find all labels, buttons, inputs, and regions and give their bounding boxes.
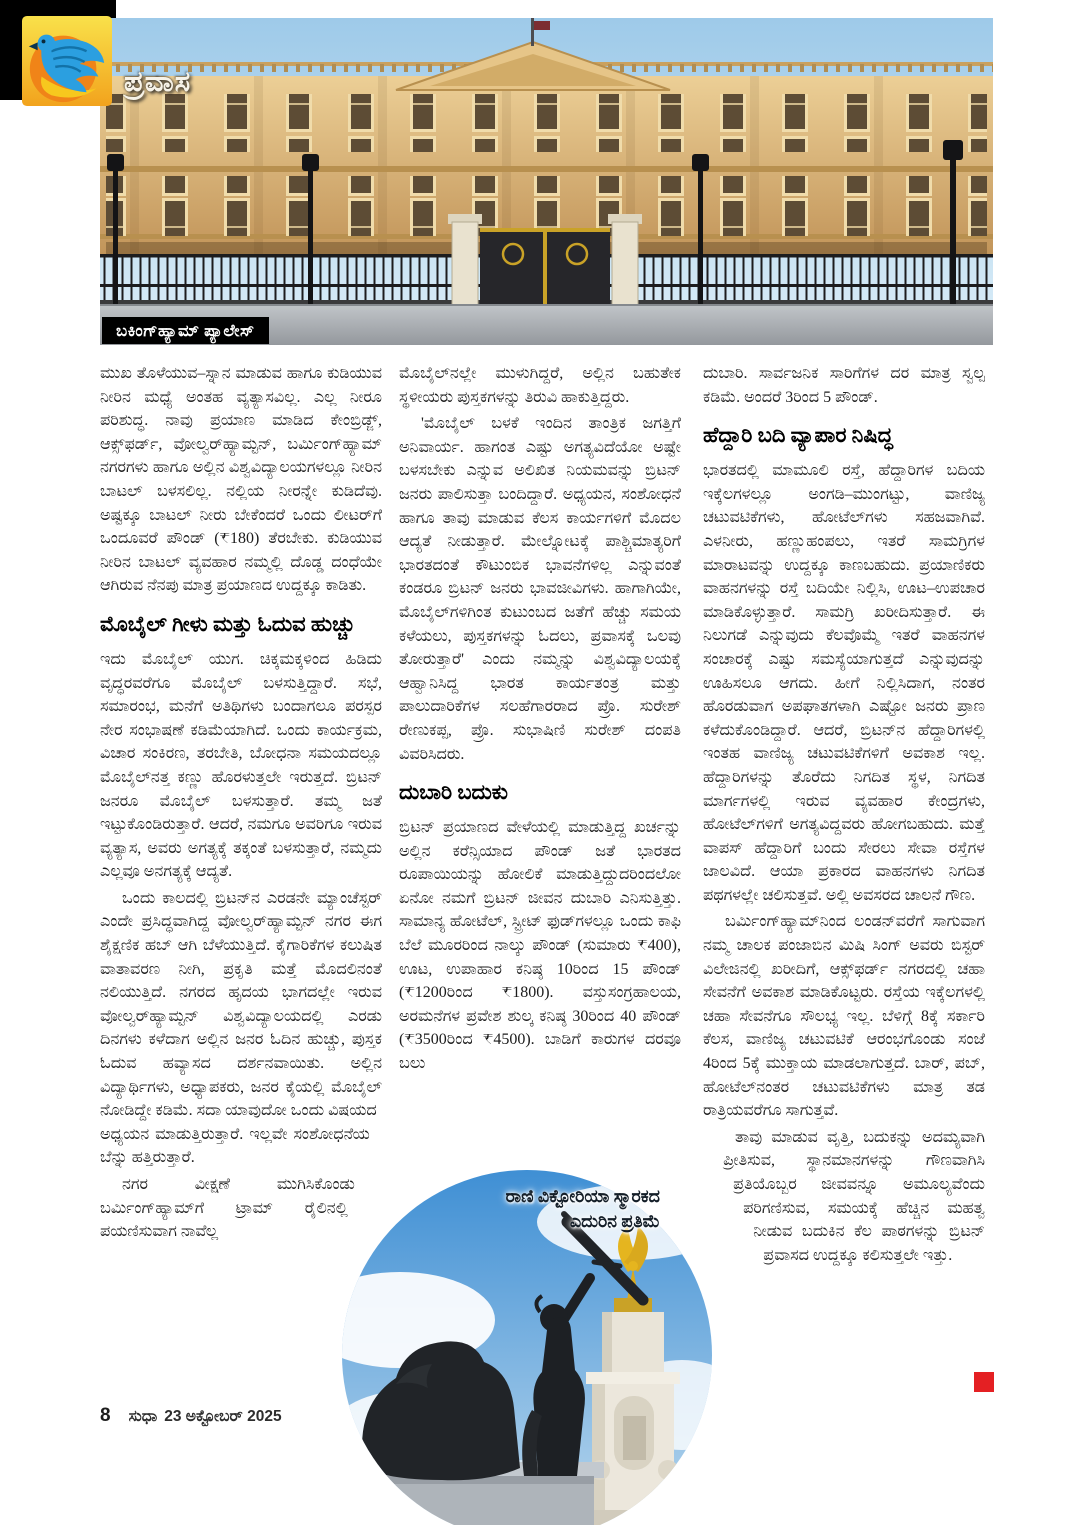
paragraph: ಬರ್ಮಿಂಗ್‌ಹ್ಯಾಮ್‌ನಿಂದ ಲಂಡನ್‌ವರೆಗೆ ಸಾಗುವಾಗ ನಮ್ಮ ಚಾಲಕ ಪಂಜಾಬಿನ ಮಿಷಿ ಸಿಂಗ್ ಅವರು ಬಿಸ್ಟರ್ ವಿಲೇಜಿನಲ್ಲಿ ಖರೀದಿಗೆ, ಆಕ್ಸ್‌ಫರ್ಡ್ ನಗರದಲ್ಲಿ ಚಹಾ ಸೇವನೆಗೆ ಅವಕಾಶ ಮಾಡಿಕೊಟ್ಟರು. ರಸ್ತೆಯ ಇಕ್ಕೆಲಗಳಲ್ಲಿ ಚಹಾ ಸೇವನೆಗೂ ಸೌಲಭ್ಯ ಇಲ್ಲ. ಬೆಳಿಗ್ಗೆ 8ಕ್ಕೆ ಸರ್ಕಾರಿ ಕೆಲಸ, ವಾಣಿಜ್ಯ ಚಟುವಟಿಕೆ ಆರಂಭಗೊಂಡು ಸಂಜೆ 4ರಿಂದ 5ಕ್ಕೆ ಮುಕ್ತಾಯ ಮಾಡಲಾಗುತ್ತದೆ. ಬಾರ್, ಪಬ್, ಹೋಟೆಲ್‌ನಂತರ ಚಟುವಟಿಕೆಗಳು ಮಾತ್ರ ತಡ ರಾತ್ರಿಯವರೆಗೂ ಸಾಗುತ್ತವೆ. (703, 913, 985, 1120)
page-number: 8 (100, 1405, 111, 1426)
sudha-bird-logo-icon (22, 16, 112, 106)
buckingham-palace-photo (100, 18, 993, 345)
page-footer (100, 1405, 282, 1427)
paragraph: ಮುಖ ತೊಳೆಯುವ–ಸ್ನಾನ ಮಾಡುವ ಹಾಗೂ ಕುಡಿಯುವ ನೀರಿನ ಮಧ್ಯೆ ಅಂತಹ ವ್ಯತ್ಯಾಸವಿಲ್ಲ. ಎಲ್ಲ ನೀರೂ ಪರಿಶುದ್ಧ. ನಾವು ಪ್ರಯಾಣ ಮಾಡಿದ ಕೇಂಬ್ರಿಡ್ಜ್, ಆಕ್ಸ್‌ಫರ್ಡ್, ವೋಲ್ವರ್‌ಹ್ಯಾಮ್ಟನ್, ಬರ್ಮಿಂಗ್‌ಹ್ಯಾಮ್ ನಗರಗಳು ಹಾಗೂ ಅಲ್ಲಿನ ವಿಶ್ವವಿದ್ಯಾಲಯಗಳಲ್ಲೂ ನೀರಿನ ಬಾಟಲ್ ಬಳಸಲಿಲ್ಲ. ನಲ್ಲಿಯ ನೀರನ್ನೇ ಕುಡಿದೆವು. ಅಷ್ಟಕ್ಕೂ ಬಾಟಲ್ ನೀರು ಬೇಕೆಂದರೆ ಒಂದು ಲೀಟರ್‌ಗೆ ಒಂದೂವರೆ ಪೌಂಡ್ (₹180) ತೆರಬೇಕು. ಕುಡಿಯುವ ನೀರಿನ ಬಾಟಲ್ ವ್ಯವಹಾರ ನಮ್ಮಲ್ಲಿ ದೊಡ್ಡ ದಂಧೆಯೇ ಆಗಿರುವ ನೆನಪು ಮಾತ್ರ ಪ್ರಯಾಣದ ಉದ್ದಕ್ಕೂ ಕಾಡಿತು. (100, 365, 382, 595)
paragraph: ನಗರ ವೀಕ್ಷಣೆ ಮುಗಿಸಿಕೊಂಡು ಬರ್ಮಿಂಗ್‌ಹ್ಯಾಮ್‌ಗೆ ಟ್ರಾಮ್ ರೈಲಿನಲ್ಲಿ ಪಯಣಿಸುವಾಗ ನಾವೆಲ್ಲ (100, 1176, 355, 1241)
paragraph: ಭಾರತದಲ್ಲಿ ಮಾಮೂಲಿ ರಸ್ತೆ, ಹೆದ್ದಾರಿಗಳ ಬದಿಯ ಇಕ್ಕೆಲಗಳಲ್ಲೂ ಅಂಗಡಿ–ಮುಂಗಟ್ಟು, ವಾಣಿಜ್ಯ ಚಟುವಟಿಕೆಗಳು, ಹೋಟೆಲ್‌ಗಳು ಸಹಜವಾಗಿವೆ. ಎಳನೀರು, ಹಣ್ಣುಹಂಪಲು, ಇತರೆ ಸಾಮಗ್ರಿಗಳ ಮಾರಾಟವನ್ನು ಉದ್ದಕ್ಕೂ ಕಾಣಬಹುದು. ಪ್ರಯಾಣಿಕರು ವಾಹನಗಳನ್ನು ರಸ್ತೆ ಬದಿಯೇ ನಿಲ್ಲಿಸಿ, ಊಟ–ಉಪಚಾರ ಮಾಡಿಕೊಳ್ಳುತ್ತಾರೆ. ಸಾಮಗ್ರಿ ಖರೀದಿಸುತ್ತಾರೆ. ಈ ನಿಲುಗಡೆ ಎನ್ನುವುದು ಕೆಲವೊಮ್ಮೆ ಇತರೆ ವಾಹನಗಳ ಸಂಚಾರಕ್ಕೆ ಎಷ್ಟು ಸಮಸ್ಯೆಯಾಗುತ್ತದೆ ಎನ್ನುವುದನ್ನು ಊಹಿಸಲೂ ಆಗದು. ಹೀಗೆ ನಿಲ್ಲಿಸಿದಾಗ, ನಂತರ ಹೊರಡುವಾಗ ಅಪಘಾತಗಳಾಗಿ ಎಷ್ಟೋ ಜನರು ಪ್ರಾಣ ಕಳೆದುಕೊಂಡಿದ್ದಾರೆ. ಆದರೆ, ಬ್ರಿಟನ್‌ನ ಹೆದ್ದಾರಿಗಳಲ್ಲಿ ಇಂತಹ ವಾಣಿಜ್ಯ ಚಟುವಟಿಕೆಗಳಿಗೆ ಅವಕಾಶ ಇಲ್ಲ. ಹೆದ್ದಾರಿಗಳನ್ನು ತೊರೆದು ನಿಗದಿತ ಸ್ಥಳ, ನಿಗದಿತ ಮಾರ್ಗಗಳಲ್ಲಿ ಇರುವ ವ್ಯವಹಾರ ಕೇಂದ್ರಗಳು, ಹೋಟೆಲ್‌ಗಳಿಗೆ ಅಗತ್ಯವಿದ್ದವರು ಹೋಗಬಹುದು. ಮತ್ತೆ ವಾಪಸ್ ಹೆದ್ದಾರಿಗೆ ಬಂದು ಸೇರಲು ಸೇವಾ ರಸ್ತೆಗಳ ಜಾಲವಿದೆ. ಆಯಾ ಪ್ರಕಾರದ ವಾಹನಗಳು ನಿಗದಿತ ಪಥಗಳಲ್ಲೇ ಚಲಿಸುತ್ತವೆ. ಅಲ್ಲಿ ಅವಸರದ ಚಾಲನೆ ಗೌಣ. (703, 462, 985, 904)
paragraph: ಇದು ಮೊಬೈಲ್ ಯುಗ. ಚಿಕ್ಕಮಕ್ಕಳಿಂದ ಹಿಡಿದು ವೃದ್ಧರವರೆಗೂ ಮೊಬೈಲ್ ಬಳಸುತ್ತಿದ್ದಾರೆ. ಸಭೆ, ಸಮಾರಂಭ, ಮನೆಗೆ ಅತಿಥಿಗಳು ಬಂದಾಗಲೂ ಪರಸ್ಪರ ನೇರ ಸಂಭಾಷಣೆ ಕಡಿಮೆಯಾಗಿದೆ. ಒಂದು ಕಾರ್ಯಕ್ರಮ, ವಿಚಾರ ಸಂಕಿರಣ, ತರಬೇತಿ, ಬೋಧನಾ ಸಮಯದಲ್ಲೂ ಮೊಬೈಲ್‌ನತ್ತ ಕಣ್ಣು ಹೊರಳುತ್ತಲೇ ಇರುತ್ತದೆ. ಬ್ರಿಟನ್ ಜನರೂ ಮೊಬೈಲ್ ಬಳಸುತ್ತಾರೆ. ತಮ್ಮ ಜತೆ ಇಟ್ಟುಕೊಂಡಿರುತ್ತಾರೆ. ಆದರೆ, ನಮಗೂ ಅವರಿಗೂ ಇರುವ ವ್ಯತ್ಯಾಸ, ಅವರು ಅಗತ್ಯಕ್ಕೆ ತಕ್ಕಂತೆ ಬಳಸುತ್ತಾರೆ, ನಮ್ಮದು ಎಲ್ಲವೂ ಅನಗತ್ಯಕ್ಕೆ ಆದ್ಯತೆ. (100, 650, 382, 881)
article-column-3 (703, 362, 985, 1366)
issue-date: 23 ಅಕ್ಟೋಬರ್ 2025 (164, 1408, 282, 1425)
subheading-roadside-trade: ಹೆದ್ದಾರಿ ಬದಿ ವ್ಯಾಪಾರ ನಿಷಿದ್ಧ (703, 423, 893, 448)
article-column-2 (399, 362, 681, 1174)
paragraph: ತಾವು ಮಾಡುವ ವೃತ್ತಿ, ಬದುಕನ್ನು ಅದಮ್ಯವಾಗಿ ಪ್ರೀತಿಸುವ, ಸ್ಥಾನಮಾನಗಳನ್ನು ಗೌಣವಾಗಿಸಿ ಪ್ರತಿಯೊಬ್ಬರ ಜೀವವನ್ನೂ ಅಮೂಲ್ಯವೆಂದು ಪರಿಗಣಿಸುವ, ಸಮಯಕ್ಕೆ ಹೆಚ್ಚಿನ ಮಹತ್ವ ನೀಡುವ ಬದುಕಿನ ಕೆಲ ಪಾಠಗಳನ್ನು ಬ್ರಿಟನ್ ಪ್ರವಾಸದ ಉದ್ದಕ್ಕೂ ಕಲಿಸುತ್ತಲೇ ಇತ್ತು. (723, 1128, 985, 1264)
article-end-mark (974, 1372, 994, 1392)
paragraph: 'ಮೊಬೈಲ್ ಬಳಕೆ ಇಂದಿನ ತಾಂತ್ರಿಕ ಜಗತ್ತಿಗೆ ಅನಿವಾರ್ಯ. ಹಾಗಂತ ಎಷ್ಟು ಅಗತ್ಯವಿದೆಯೋ ಅಷ್ಟೇ ಬಳಸಬೇಕು ಎನ್ನುವ ಅಲಿಖಿತ ನಿಯಮವನ್ನು ಬ್ರಿಟನ್ ಜನರು ಪಾಲಿಸುತ್ತಾ ಬಂದಿದ್ದಾರೆ. ಅಧ್ಯಯನ, ಸಂಶೋಧನೆ ಹಾಗೂ ತಾವು ಮಾಡುವ ಕೆಲಸ ಕಾರ್ಯಗಳಿಗೆ ಮೊದಲ ಆದ್ಯತೆ ನೀಡುತ್ತಾರೆ. ಮೇಲ್ನೋಟಕ್ಕೆ ಪಾಶ್ಚಿಮಾತ್ಯರಿಗೆ ಭಾರತದಂತೆ ಕೌಟುಂಬಿಕ ಭಾವನೆಗಳಿಲ್ಲ ಎನ್ನುವಂತೆ ಕಂಡರೂ ಬ್ರಿಟನ್ ಜನರು ಭಾವಜೀವಿಗಳು. ಹಾಗಾಗಿಯೇ, ಮೊಬೈಲ್‌ಗಳಿಗಿಂತ ಕುಟುಂಬದ ಜತೆಗೆ ಹೆಚ್ಚು ಸಮಯ ಕಳೆಯಲು, ಪುಸ್ತಕಗಳನ್ನು ಓದಲು, ಪ್ರವಾಸಕ್ಕೆ ಒಲವು ತೋರುತ್ತಾರೆ' ಎಂದು ನಮ್ಮನ್ನು ವಿಶ್ವವಿದ್ಯಾಲಯಕ್ಕೆ ಆಹ್ವಾನಿಸಿದ್ದ ಭಾರತ ಕಾರ್ಯತಂತ್ರ ಮತ್ತು ಪಾಲುದಾರಿಕೆಗಳ ಸಲಹೆಗಾರರಾದ ಪ್ರೊ. ಸುರೇಶ್ ರೇಣುಕಪ್ಪ, ಪ್ರೊ. ಸುಭಾಷಿಣಿ ಸುರೇಶ್ ದಂಪತಿ ವಿವರಿಸಿದರು. (399, 415, 681, 763)
statue-caption: ರಾಣಿ ವಿಕ್ಟೋರಿಯಾ ಸ್ಮಾರಕದ ಎದುರಿನ ಪ್ರತಿಮೆ (505, 1186, 660, 1231)
buckingham-palace-illustration (100, 18, 993, 345)
hero-photo-caption: ಬಕಿಂಗ್‌ಹ್ಯಾಮ್ ಪ್ಯಾಲೇಸ್ (102, 317, 269, 344)
subheading-expensive-life: ದುಬಾರಿ ಬದುಕು (399, 780, 508, 805)
paragraph: ಒಂದು ಕಾಲದಲ್ಲಿ ಬ್ರಿಟನ್‌ನ ಎರಡನೇ ಮ್ಯಾಂಚೆಸ್ಟರ್ ಎಂದೇ ಪ್ರಸಿದ್ಧವಾಗಿದ್ದ ವೋಲ್ವರ್‌ಹ್ಯಾಮ್ಟನ್ ನಗರ ಈಗ ಶೈಕ್ಷಣಿಕ ಹಬ್ ಆಗಿ ಬೆಳೆಯುತ್ತಿದೆ. ಕೈಗಾರಿಕೆಗಳ ಕಲುಷಿತ ವಾತಾವರಣ ನೀಗಿ, ಪ್ರಕೃತಿ ಮತ್ತೆ ಮೊದಲಿನಂತೆ ನಲಿಯುತ್ತಿದೆ. ನಗರದ ಹೃದಯ ಭಾಗದಲ್ಲೇ ಇರುವ ವೋಲ್ವರ್‌ಹ್ಯಾಮ್ಟನ್ ವಿಶ್ವವಿದ್ಯಾಲಯದಲ್ಲಿ ಎರಡು ದಿನಗಳು ಕಳೆದಾಗ ಅಲ್ಲಿನ ಜನರ ಓದಿನ ಹುಚ್ಚು, ಪುಸ್ತಕ ಓದುವ ಹವ್ಯಾಸದ ದರ್ಶನವಾಯಿತು. ಅಲ್ಲಿನ ವಿದ್ಯಾರ್ಥಿಗಳು, ಅಧ್ಯಾಪಕರು, ಜನರ ಕೈಯಲ್ಲಿ ಮೊಬೈಲ್ ನೋಡಿದ್ದೇ ಕಡಿಮೆ. ಸದಾ ಯಾವುದೋ ಒಂದು ವಿಷಯದ ಅಧ್ಯಯನ ಮಾಡುತ್ತಿರುತ್ತಾರೆ. ಇಲ್ಲವೇ ಸಂಶೋಧನೆಯ ಬೆನ್ನು ಹತ್ತಿರುತ್ತಾರೆ. (100, 889, 382, 1167)
article-column-1 (100, 362, 382, 1410)
paragraph: ದುಬಾರಿ. ಸಾರ್ವಜನಿಕ ಸಾರಿಗೆಗಳ ದರ ಮಾತ್ರ ಸ್ವಲ್ಪ ಕಡಿಮೆ. ಅಂದರೆ 3ರಿಂದ 5 ಪೌಂಡ್. (703, 365, 985, 406)
section-label: ಪ್ರವಾಸ (124, 66, 192, 98)
subheading-mobile-craze: ಮೊಬೈಲ್ ಗೀಳು ಮತ್ತು ಓದುವ ಹುಚ್ಚು (100, 611, 356, 636)
magazine-name: ಸುಧಾ (128, 1408, 158, 1425)
paragraph: ಬ್ರಿಟನ್ ಪ್ರಯಾಣದ ವೇಳೆಯಲ್ಲಿ ಮಾಡುತ್ತಿದ್ದ ಖರ್ಚನ್ನು ಅಲ್ಲಿನ ಕರೆನ್ಸಿಯಾದ ಪೌಂಡ್ ಜತೆ ಭಾರತದ ರೂಪಾಯಿಯನ್ನು ಹೋಲಿಕೆ ಮಾಡುತ್ತಿದ್ದುದರಿಂದಲೋ ಏನೋ ನಮಗೆ ಬ್ರಿಟನ್ ಜೀವನ ದುಬಾರಿ ಎನಿಸುತ್ತಿತ್ತು. ಸಾಮಾನ್ಯ ಹೋಟೆಲ್, ಸ್ಟ್ರೀಟ್ ಫುಡ್‌ಗಳಲ್ಲೂ ಒಂದು ಕಾಫಿ ಬೆಲೆ ಮೂರರಿಂದ ನಾಲ್ಕು ಪೌಂಡ್ (ಸುಮಾರು ₹400), ಊಟ, ಉಪಾಹಾರ ಕನಿಷ್ಠ 10ರಿಂದ 15 ಪೌಂಡ್ (₹1200ರಿಂದ ₹1800). ವಸ್ತುಸಂಗ್ರಹಾಲಯ, ಅರಮನೆಗಳ ಪ್ರವೇಶ ಶುಲ್ಕ ಕನಿಷ್ಠ 30ರಿಂದ 40 ಪೌಂಡ್ (₹3500ರಿಂದ ₹4500). ಬಾಡಿಗೆ ಕಾರುಗಳ ದರವೂ ಬಲು (399, 819, 681, 1073)
paragraph: ಮೊಬೈಲ್‌ನಲ್ಲೇ ಮುಳುಗಿದ್ದರೆ, ಅಲ್ಲಿನ ಬಹುತೇಕ ಸ್ಥಳೀಯರು ಪುಸ್ತಕಗಳನ್ನು ತಿರುವಿ ಹಾಕುತ್ತಿದ್ದರು. (399, 365, 681, 406)
